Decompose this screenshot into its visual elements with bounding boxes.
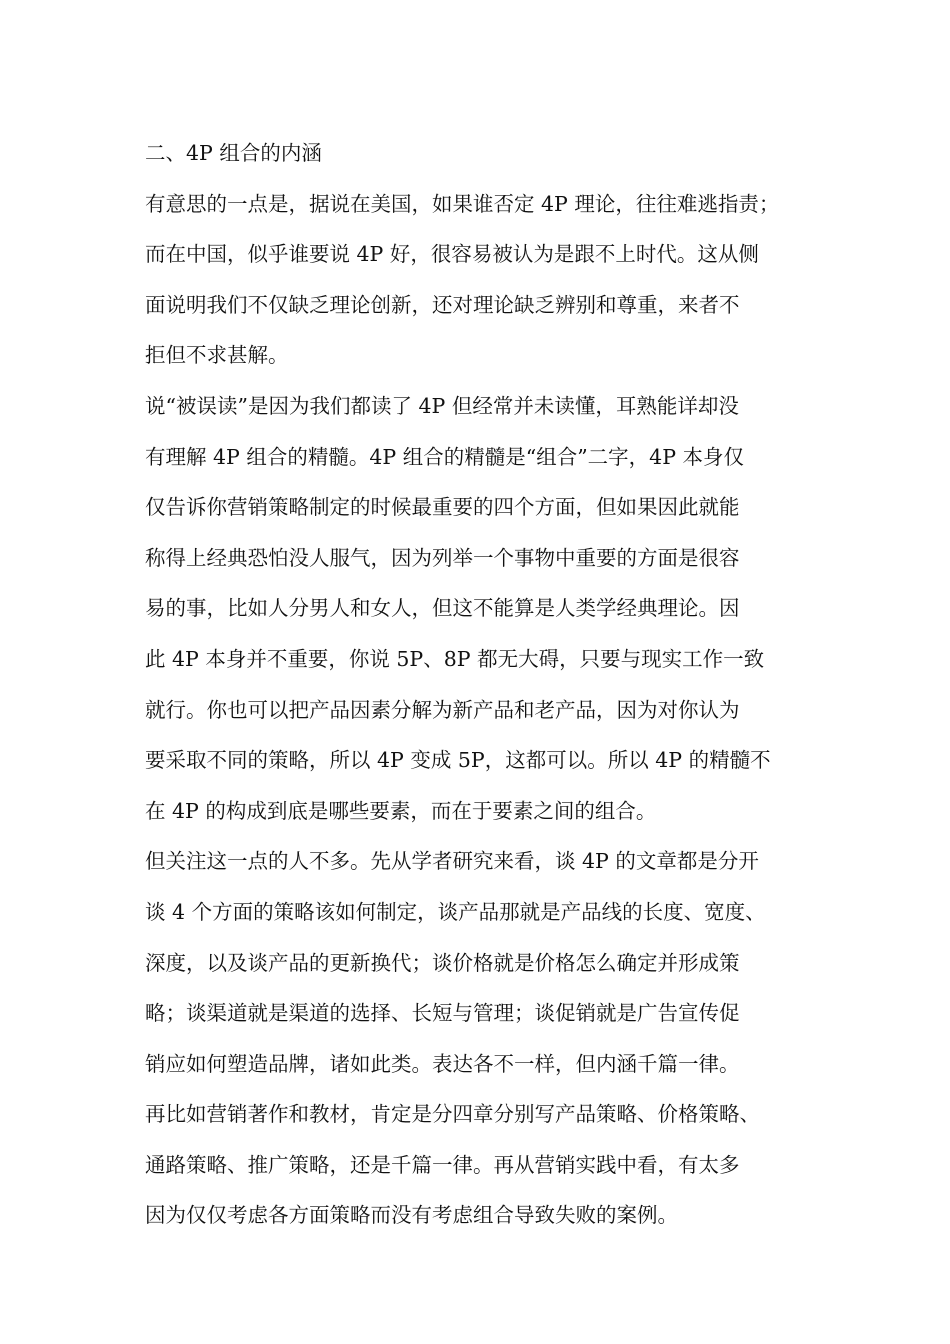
body-line: 拒但不求甚解。	[145, 343, 289, 368]
body-line: 说“被误读”是因为我们都读了 4P 但经常并未读懂，耳熟能详却没	[145, 393, 739, 418]
document-body	[145, 128, 815, 1241]
body-line: 就行。你也可以把产品因素分解为新产品和老产品，因为对你认为	[145, 697, 740, 722]
body-line: 有意思的一点是，据说在美国，如果谁否定 4P 理论，往往难逃指责；	[145, 191, 780, 216]
body-line: 但关注这一点的人不多。先从学者研究来看，谈 4P 的文章都是分开	[145, 849, 759, 874]
body-line: 因为仅仅考虑各方面策略而没有考虑组合导致失败的案例。	[145, 1203, 678, 1228]
body-line: 深度，以及谈产品的更新换代；谈价格就是价格怎么确定并形成策	[145, 950, 740, 975]
body-line: 再比如营销著作和教材，肯定是分四章分别写产品策略、价格策略、	[145, 1102, 760, 1127]
body-line: 面说明我们不仅缺乏理论创新，还对理论缺乏辨别和尊重，来者不	[145, 292, 740, 317]
body-line: 在 4P 的构成到底是哪些要素，而在于要素之间的组合。	[145, 798, 657, 823]
section-heading: 二、4P 组合的内涵	[145, 141, 322, 165]
body-line: 称得上经典恐怕没人服气，因为列举一个事物中重要的方面是很容	[145, 545, 740, 570]
body-line: 此 4P 本身并不重要，你说 5P、8P 都无大碍，只要与现实工作一致	[145, 646, 765, 671]
body-line: 略；谈渠道就是渠道的选择、长短与管理；谈促销就是广告宣传促	[145, 1001, 740, 1026]
body-line: 易的事，比如人分男人和女人，但这不能算是人类学经典理论。因	[145, 596, 740, 621]
body-line: 仅告诉你营销策略制定的时候最重要的四个方面，但如果因此就能	[145, 495, 740, 520]
body-line: 有理解 4P 组合的精髓。4P 组合的精髓是“组合”二字，4P 本身仅	[145, 444, 745, 469]
body-line: 而在中国，似乎谁要说 4P 好，很容易被认为是跟不上时代。这从侧	[145, 242, 759, 267]
body-line: 谈 4 个方面的策略该如何制定，谈产品那就是产品线的长度、宽度、	[145, 899, 766, 924]
body-line: 通路策略、推广策略，还是千篇一律。再从营销实践中看，有太多	[145, 1152, 740, 1177]
body-line: 要采取不同的策略，所以 4P 变成 5P，这都可以。所以 4P 的精髓不	[145, 748, 771, 773]
body-line: 销应如何塑造品牌，诸如此类。表达各不一样，但内涵千篇一律。	[145, 1051, 740, 1076]
